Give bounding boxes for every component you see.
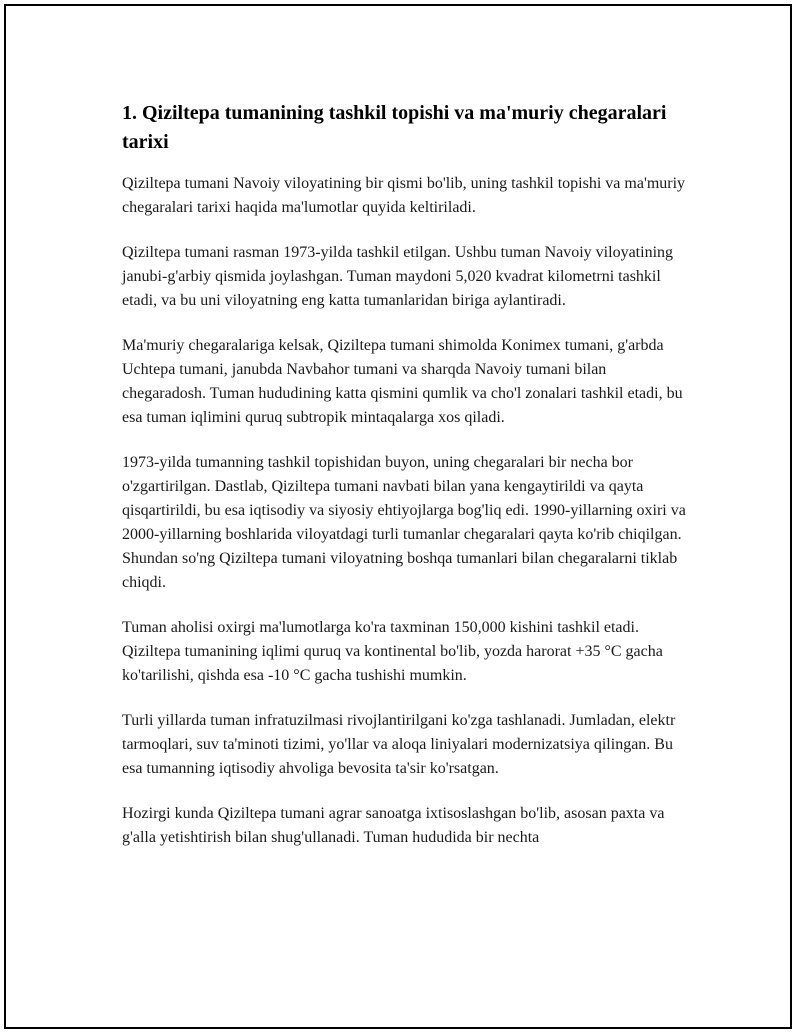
paragraph-agriculture: Hozirgi kunda Qiziltepa tumani agrar sanoatga ixtisoslashgan bo'lib, asosan paxta va g'alla yetishtirish bilan shug'ullanadi. Tuman hududida bir nechta [122, 805, 665, 846]
paragraph-infrastructure: Turli yillarda tuman infratuzilmasi rivojlantirilgani ko'zga tashlanadi. Jumladan, elektr tarmoqlari, suv ta'minoti tizimi, yo'llar va aloqa liniyalari modernizatsiya qilingan. Bu esa tumanning iqtisodiy ahvoliga bevosita ta'sir ko'rsatgan. [122, 712, 676, 777]
document-page [4, 4, 792, 1029]
paragraph-population-climate: Tuman aholisi oxirgi ma'lumotlarga ko'ra taxminan 150,000 kishini tashkil etadi. Qiziltepa tumanining iqlimi quruq va kontinental bo'lib, yozda harorat +35 °C gacha ko'tarilishi, qishda esa -10 °C gacha tushishi mumkin. [122, 619, 663, 684]
paragraph-intro: Qiziltepa tumani Navoiy viloyatining bir qismi bo'lib, uning tashkil topishi va ma'muriy chegaralari tarixi haqida ma'lumotlar quyida keltiriladi. [122, 175, 686, 216]
paragraph-border-changes: 1973-yilda tumanning tashkil topishidan buyon, uning chegaralari bir necha bor o'zgartirilgan. Dastlab, Qiziltepa tumani navbati bilan yana kengaytirildi va qayta qisqartirildi, bu esa iqtisodiy va siyosiy ehtiyojlarga bog'liq edi. 1990-yillarning oxiri va 2000-yillarning boshlarida viloyatdagi turli tumanlar chegaralari qayta ko'rib chiqilgan. Shundan so'ng Qiziltepa tumani viloyatning boshqa tumanlari bilan chegaralarni tiklab chiqdi. [122, 454, 686, 591]
paragraph-founding: Qiziltepa tumani rasman 1973-yilda tashkil etilgan. Ushbu tuman Navoiy viloyatining janubi-g'arbiy qismida joylashgan. Tuman maydoni 5,020 kvadrat kilometrni tashkil etadi, va bu uni viloyatning eng katta tumanlaridan biriga aylantiradi. [122, 244, 674, 309]
paragraph-borders: Ma'muriy chegaralariga kelsak, Qiziltepa tumani shimolda Konimex tumani, g'arbda Uchtepa tumani, janubda Navbahor tumani va sharqda Navoiy tumani bilan chegaradosh. Tuman hududining katta qismini qumlik va cho'l zonalari tashkil etadi, bu esa tuman iqlimini quruq subtropik mintaqalarga xos qiladi. [122, 337, 683, 426]
section-heading: 1. Qiziltepa tumanining tashkil topishi va ma'muriy chegaralari tarixi [122, 102, 667, 153]
document-body [122, 99, 692, 871]
